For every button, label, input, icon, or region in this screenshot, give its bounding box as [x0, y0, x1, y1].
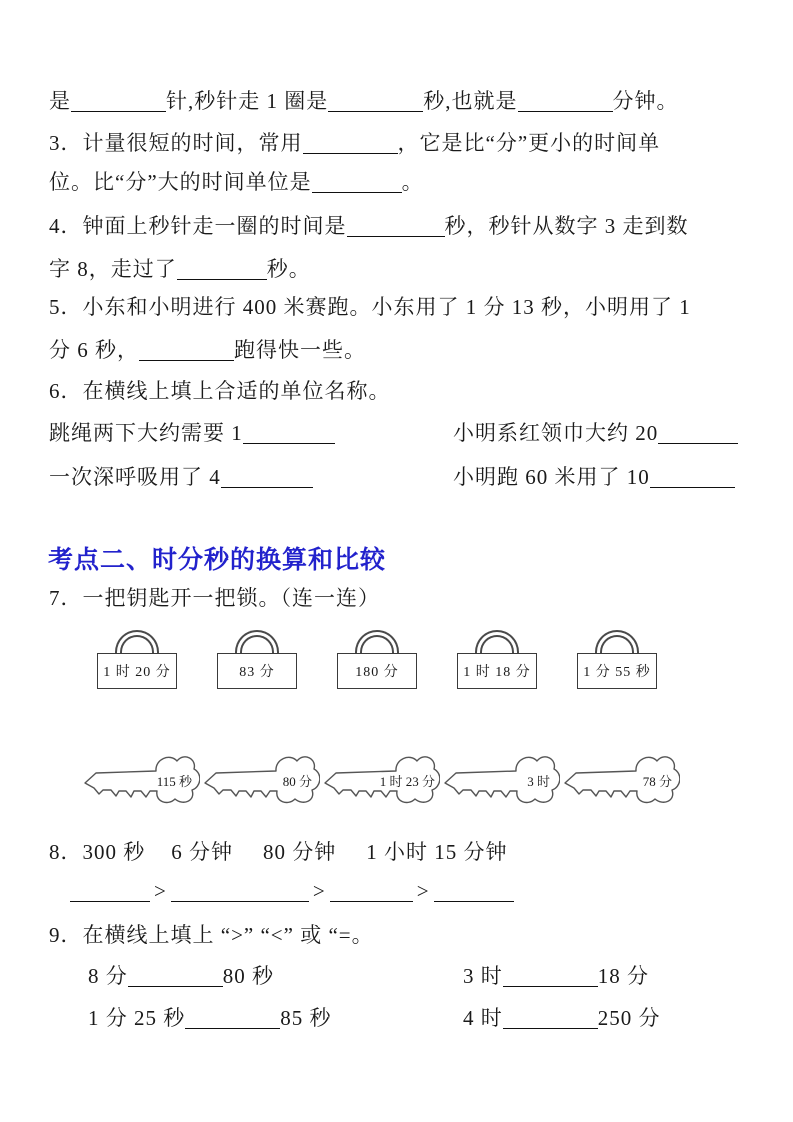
- answer-blank: [177, 259, 267, 280]
- answer-blank: [328, 91, 423, 112]
- answer-blank: [71, 91, 166, 112]
- q6-title-text: 6．在横线上填上合适的单位名称。: [49, 379, 391, 403]
- greater-than-symbol: >: [312, 879, 326, 903]
- q9-row2-right: [463, 1005, 661, 1031]
- q8-item-4: 1 小时 15 分钟: [366, 840, 508, 864]
- q4-text-3: 字 8，走过了: [49, 257, 177, 281]
- answer-blank: [139, 340, 234, 361]
- key-icon: [322, 750, 440, 810]
- answer-blank: [347, 216, 445, 237]
- q4-text-4: 秒。: [266, 257, 311, 281]
- q5-text-3: 跑得快一些。: [234, 338, 366, 362]
- keys-row: [82, 750, 680, 810]
- lock-label: 1 时 18 分: [463, 665, 531, 680]
- key-label: 3 时: [527, 774, 550, 789]
- q8-item-3: 80 分钟: [263, 840, 337, 864]
- q6-row1-right: [453, 420, 738, 446]
- lock: [577, 630, 657, 689]
- q4-text-1: 4．钟面上秒针走一圈的时间是: [49, 214, 347, 238]
- lock-label: 83 分: [239, 665, 275, 680]
- q2-text-4: 分钟。: [612, 89, 679, 113]
- answer-blank: [330, 881, 413, 902]
- locks-row: [97, 630, 657, 689]
- lock: [337, 630, 417, 689]
- q6-row2-left-text: 一次深呼吸用了 4: [49, 465, 221, 489]
- key-label: 115 秒: [156, 774, 192, 789]
- q9-row2-left-a: 1 分 25 秒: [88, 1006, 186, 1030]
- key-label: 78 分: [642, 774, 672, 789]
- q2-text-1: 是: [49, 89, 71, 113]
- key-icon: [562, 750, 680, 810]
- q6-title: [49, 378, 391, 404]
- key-label: 1 时 23 分: [379, 774, 435, 789]
- answer-blank: [503, 966, 598, 987]
- greater-than-symbol: >: [416, 879, 430, 903]
- q8-item-2: 6 分钟: [171, 840, 233, 864]
- q2-continuation-line: [49, 88, 679, 114]
- q6-row1-left: [49, 420, 335, 446]
- q3-line-2: [49, 169, 424, 195]
- q6-row1-left-text: 跳绳两下大约需要 1: [49, 421, 243, 445]
- q3-text-4: 。: [401, 170, 424, 194]
- q8-item-1: 8．300 秒: [49, 840, 146, 864]
- lock: [97, 630, 177, 689]
- key-label: 80 分: [282, 774, 312, 789]
- q6-row1-right-text: 小明系红领巾大约 20: [453, 421, 659, 445]
- q4-line-1: [49, 213, 689, 239]
- answer-blank: [650, 467, 735, 488]
- q4-line-2: [49, 256, 311, 282]
- answer-blank: [434, 881, 514, 902]
- q6-row2-right-text: 小明跑 60 米用了 10: [453, 465, 650, 489]
- q3-line-1: [49, 130, 660, 156]
- q5-text-1: 5．小东和小明进行 400 米赛跑。小东用了 1 分 13 秒，小明用了 1: [49, 295, 691, 319]
- q9-row1-right: [463, 963, 649, 989]
- answer-blank: [312, 172, 402, 193]
- q2-text-3: 秒,也就是: [423, 89, 518, 113]
- q9-row2-left-b: 85 秒: [280, 1006, 332, 1030]
- q5-text-2: 分 6 秒，: [49, 338, 139, 362]
- answer-blank: [128, 966, 223, 987]
- section-heading-text: 考点二、时分秒的换算和比较: [48, 546, 387, 574]
- lock: [217, 630, 297, 689]
- q2-text-2: 针,秒针走 1 圈是: [166, 89, 329, 113]
- q7-title: [49, 585, 380, 611]
- answer-blank: [658, 423, 738, 444]
- q3-text-2: ，它是比“分”更小的时间单: [397, 131, 661, 155]
- answer-blank: [303, 133, 398, 154]
- q9-row2-right-b: 250 分: [597, 1006, 661, 1030]
- q7-title-text: 7．一把钥匙开一把锁。（连一连）: [49, 586, 380, 610]
- key-icon: [82, 750, 200, 810]
- q9-row1-right-a: 3 时: [463, 964, 503, 988]
- q6-row2-left: [49, 464, 313, 490]
- answer-blank: [70, 881, 150, 902]
- answer-blank: [185, 1008, 280, 1029]
- answer-blank: [221, 467, 313, 488]
- q9-title: [49, 922, 374, 948]
- q9-row1-left-a: 8 分: [88, 964, 128, 988]
- q3-text-1: 3．计量很短的时间，常用: [49, 131, 303, 155]
- lock: [457, 630, 537, 689]
- q8-answer-line: [70, 878, 514, 904]
- q9-row2-left: [88, 1005, 332, 1031]
- answer-blank: [503, 1008, 598, 1029]
- q5-line-2: [49, 337, 366, 363]
- greater-than-symbol: >: [154, 879, 167, 903]
- q9-title-text: 9．在横线上填上 “>” “<” 或 “=。: [49, 923, 374, 947]
- q3-text-3: 位。比“分”大的时间单位是: [49, 170, 312, 194]
- answer-blank: [243, 423, 335, 444]
- q8-title: [49, 839, 508, 865]
- q6-row2-right: [453, 464, 735, 490]
- section-heading: [48, 540, 386, 576]
- answer-blank: [518, 91, 613, 112]
- lock-label: 180 分: [355, 665, 399, 680]
- q9-row1-left-b: 80 秒: [222, 964, 274, 988]
- lock-label: 1 分 55 秒: [583, 665, 651, 680]
- lock-label: 1 时 20 分: [103, 665, 171, 680]
- q5-line-1: [49, 294, 691, 320]
- q4-text-2: 秒，秒针从数字 3 走到数: [444, 214, 689, 238]
- key-icon: [442, 750, 560, 810]
- q9-row1-left: [88, 963, 274, 989]
- answer-blank: [171, 881, 309, 902]
- q9-row2-right-a: 4 时: [463, 1006, 503, 1030]
- key-icon: [202, 750, 320, 810]
- q9-row1-right-b: 18 分: [597, 964, 649, 988]
